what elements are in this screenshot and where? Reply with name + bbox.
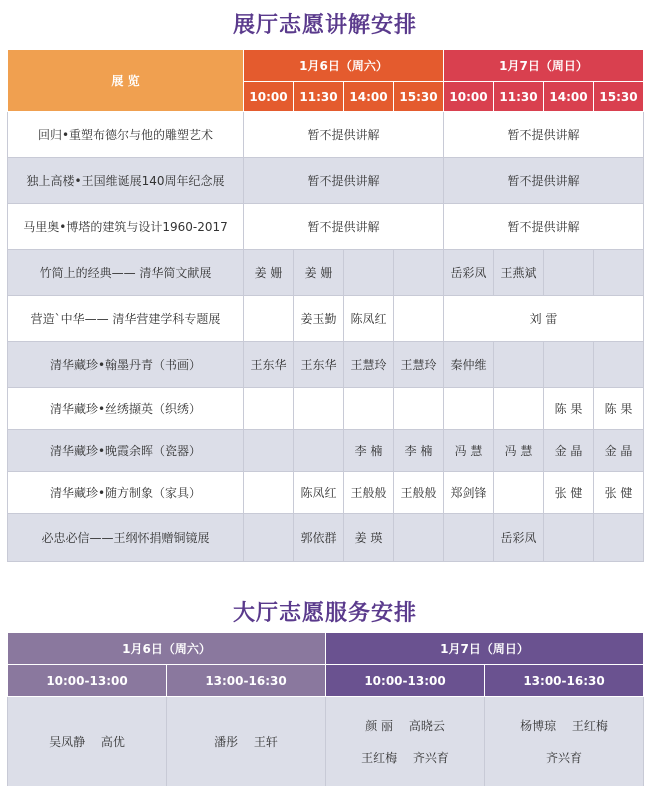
docent-cell: 姜 姗 (294, 250, 344, 296)
time-slot-header: 15:30 (394, 82, 444, 112)
docent-cell (244, 430, 294, 472)
docent-cell (494, 388, 544, 430)
hall-day1-header: 1月6日（周六） (8, 633, 326, 665)
exhibition-name: 清华藏珍•晚霞余晖（瓷器） (8, 430, 244, 472)
exhibition-row (8, 472, 644, 514)
exhibition-name: 清华藏珍•丝绣撷英（织绣） (8, 388, 244, 430)
merged-schedule-cell: 暂不提供讲解 (444, 204, 644, 250)
docent-cell: 郑剑锋 (444, 472, 494, 514)
hall-slot-header: 10:00-13:00 (326, 665, 485, 697)
docent-cell: 李 楠 (394, 430, 444, 472)
exhibition-row (8, 388, 644, 430)
docent-cell: 王般般 (344, 472, 394, 514)
exhibition-row (8, 204, 644, 250)
time-slot-header: 11:30 (494, 82, 544, 112)
exhibition-name: 清华藏珍•随方制象（家具） (8, 472, 244, 514)
hall-service-title: 大厅志愿服务安排 (232, 601, 417, 626)
hall-volunteer-cell (326, 697, 485, 786)
hall-volunteer-cell (8, 697, 167, 786)
docent-cell: 姜 姗 (244, 250, 294, 296)
hall-service-table (7, 632, 644, 786)
hall-slot-header: 13:00-16:30 (485, 665, 644, 697)
docent-cell (344, 250, 394, 296)
docent-cell (444, 514, 494, 562)
docent-cell (244, 472, 294, 514)
docent-cell: 姜玉勤 (294, 296, 344, 342)
time-slot-header: 10:00 (244, 82, 294, 112)
exhibition-name: 独上高楼•王国维诞展140周年纪念展 (8, 158, 244, 204)
hall-slot-header: 13:00-16:30 (167, 665, 326, 697)
hall-day2-header: 1月7日（周日） (326, 633, 644, 665)
docent-cell: 陈凤红 (344, 296, 394, 342)
docent-cell (394, 514, 444, 562)
docent-cell (494, 342, 544, 388)
docent-cell: 王东华 (294, 342, 344, 388)
docent-cell (444, 388, 494, 430)
merged-schedule-cell: 暂不提供讲解 (244, 158, 444, 204)
time-slot-header: 14:00 (344, 82, 394, 112)
hall-slot-header: 10:00-13:00 (8, 665, 167, 697)
docent-cell (394, 296, 444, 342)
docent-cell: 王般般 (394, 472, 444, 514)
docent-cell (594, 250, 644, 296)
docent-cell: 陈 果 (544, 388, 594, 430)
docent-cell (544, 342, 594, 388)
day2-header: 1月7日（周日） (444, 50, 644, 82)
exhibition-row (8, 112, 644, 158)
docent-cell: 李 楠 (344, 430, 394, 472)
exhibition-row (8, 250, 644, 296)
exhibit-column-header: 展 览 (8, 50, 244, 112)
hall-volunteer-cell (167, 697, 326, 786)
docent-cell (494, 472, 544, 514)
exhibition-name: 必忠必信——王纲怀捐赠铜镜展 (8, 514, 244, 562)
docent-cell (394, 250, 444, 296)
merged-schedule-cell: 暂不提供讲解 (244, 112, 444, 158)
docent-cell: 郭依群 (294, 514, 344, 562)
time-slot-header: 10:00 (444, 82, 494, 112)
exhibition-row (8, 514, 644, 562)
docent-cell: 王燕斌 (494, 250, 544, 296)
volunteer-names: 杨博琼 王红梅 (520, 718, 608, 733)
docent-cell: 王东华 (244, 342, 294, 388)
merged-schedule-cell: 刘 雷 (444, 296, 644, 342)
volunteer-names: 吴凤静 高优 (49, 734, 125, 749)
docent-cell (294, 430, 344, 472)
exhibition-row (8, 430, 644, 472)
docent-cell: 王慧玲 (394, 342, 444, 388)
docent-cell (594, 342, 644, 388)
exhibition-name: 马里奥•博塔的建筑与设计1960-2017 (8, 204, 244, 250)
docent-cell: 陈 果 (594, 388, 644, 430)
docent-cell: 金 晶 (594, 430, 644, 472)
exhibition-name: 竹简上的经典—— 清华简文献展 (8, 250, 244, 296)
docent-cell (244, 514, 294, 562)
exhibition-name: 回归•重塑布德尔与他的雕塑艺术 (8, 112, 244, 158)
exhibition-row (8, 296, 644, 342)
docent-cell (294, 388, 344, 430)
docent-cell (594, 514, 644, 562)
merged-schedule-cell: 暂不提供讲解 (444, 158, 644, 204)
docent-cell: 张 健 (594, 472, 644, 514)
volunteer-names: 齐兴育 (546, 750, 583, 765)
docent-cell: 王慧玲 (344, 342, 394, 388)
docent-cell: 冯 慧 (494, 430, 544, 472)
exhibition-guide-title: 展厅志愿讲解安排 (232, 13, 417, 38)
docent-cell (394, 388, 444, 430)
time-slot-header: 11:30 (294, 82, 344, 112)
volunteer-names: 王红梅 齐兴育 (361, 750, 449, 765)
docent-cell: 姜 瑛 (344, 514, 394, 562)
docent-cell (344, 388, 394, 430)
exhibition-row (8, 158, 644, 204)
docent-cell (244, 296, 294, 342)
docent-cell: 秦仲维 (444, 342, 494, 388)
docent-cell: 冯 慧 (444, 430, 494, 472)
exhibition-guide-table (7, 49, 644, 562)
merged-schedule-cell: 暂不提供讲解 (244, 204, 444, 250)
exhibition-name: 营造`中华—— 清华营建学科专题展 (8, 296, 244, 342)
docent-cell: 金 晶 (544, 430, 594, 472)
exhibition-row (8, 342, 644, 388)
hall-volunteer-cell (485, 697, 644, 786)
day1-header: 1月6日（周六） (244, 50, 444, 82)
docent-cell: 陈凤红 (294, 472, 344, 514)
docent-cell: 岳彩凤 (494, 514, 544, 562)
docent-cell (544, 514, 594, 562)
docent-cell: 张 健 (544, 472, 594, 514)
docent-cell (544, 250, 594, 296)
volunteer-names: 颜 丽 高晓云 (365, 718, 445, 733)
time-slot-header: 14:00 (544, 82, 594, 112)
exhibition-name: 清华藏珍•翰墨丹青（书画） (8, 342, 244, 388)
docent-cell: 岳彩凤 (444, 250, 494, 296)
merged-schedule-cell: 暂不提供讲解 (444, 112, 644, 158)
volunteer-names: 潘彤 王轩 (214, 734, 278, 749)
docent-cell (244, 388, 294, 430)
time-slot-header: 15:30 (594, 82, 644, 112)
